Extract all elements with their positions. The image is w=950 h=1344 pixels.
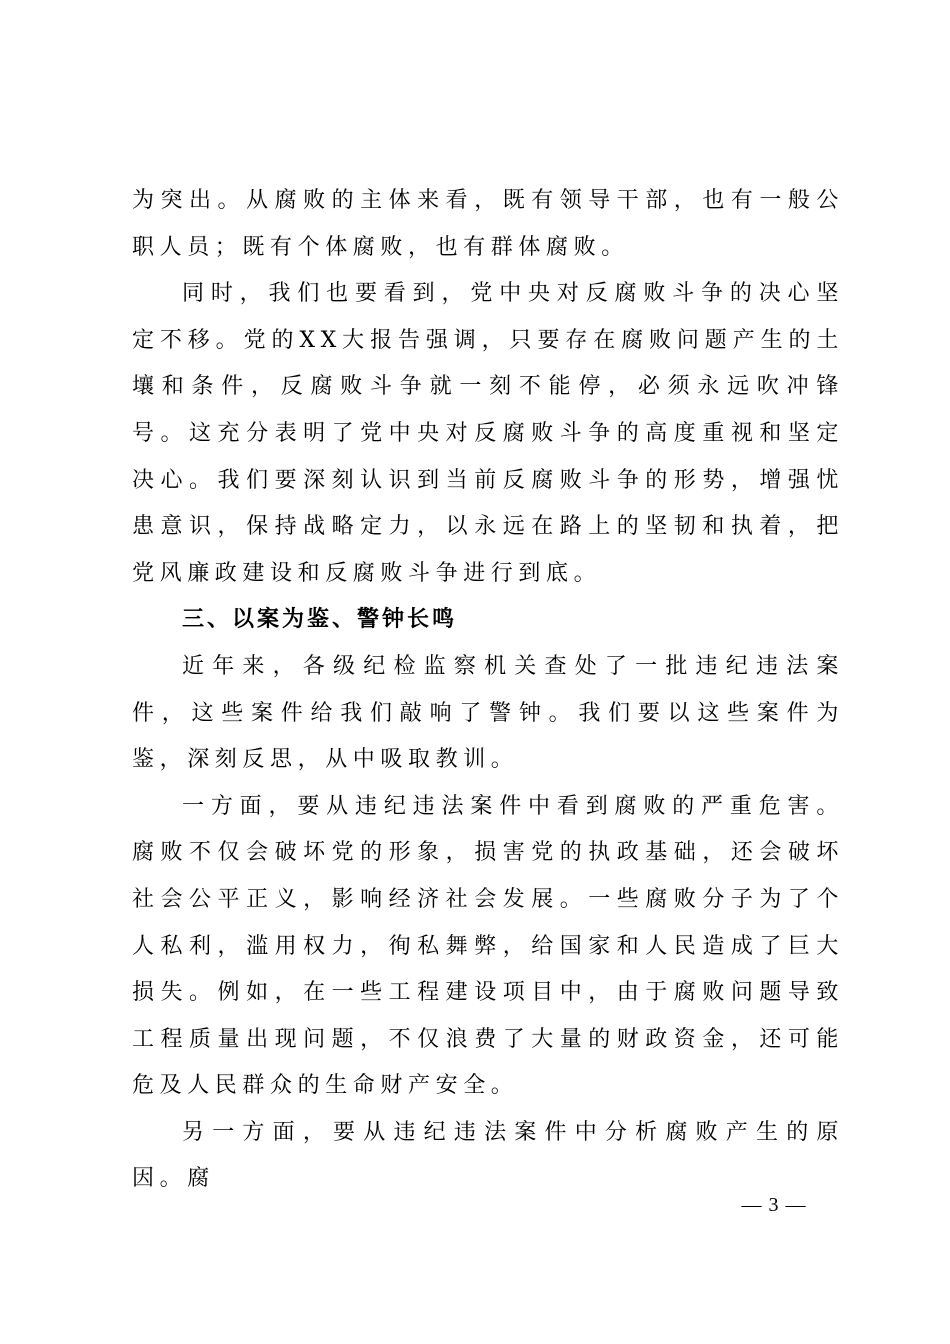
paragraph-cases-warning: 近年来，各级纪检监察机关查处了一批违纪违法案件，这些案件给我们敲响了警钟。我们要以这些案件为鉴，深刻反思，从中吸取教训。	[132, 653, 844, 773]
paragraph-continuation: 为突出。从腐败的主体来看，既有领导干部，也有一般公职人员；既有个体腐败，也有群体腐败。	[132, 188, 844, 260]
paragraph-corruption-harm: 一方面，要从违纪违法案件中看到腐败的严重危害。腐败不仅会破坏党的形象，损害党的执政基础，还会破坏社会公平正义，影响经济社会发展。一些腐败分子为了个人私利，滥用权力，徇私舞弊，给国家和人民造成了巨大损失。例如，在一些工程建设项目中，由于腐败问题导致工程质量出现问题，不仅浪费了大量的财政资金，还可能危及人民群众的生命财产安全。	[132, 793, 844, 1099]
document-body	[132, 178, 844, 1203]
paragraph-party-determination: 同时，我们也要看到，党中央对反腐败斗争的决心坚定不移。党的XX大报告强调，只要存在腐败问题产生的土壤和条件，反腐败斗争就一刻不能停，必须永远吹冲锋号。这充分表明了党中央对反腐败斗争的高度重视和坚定决心。我们要深刻认识到当前反腐败斗争的形势，增强忧患意识，保持战略定力，以永远在路上的坚韧和执着，把党风廉政建设和反腐败斗争进行到底。	[132, 281, 844, 586]
page-number: — 3 —	[741, 1194, 807, 1216]
section-heading: 三、以案为鉴、警钟长鸣	[182, 607, 458, 633]
paragraph-corruption-causes: 另一方面，要从违纪违法案件中分析腐败产生的原因。腐	[132, 1119, 844, 1192]
